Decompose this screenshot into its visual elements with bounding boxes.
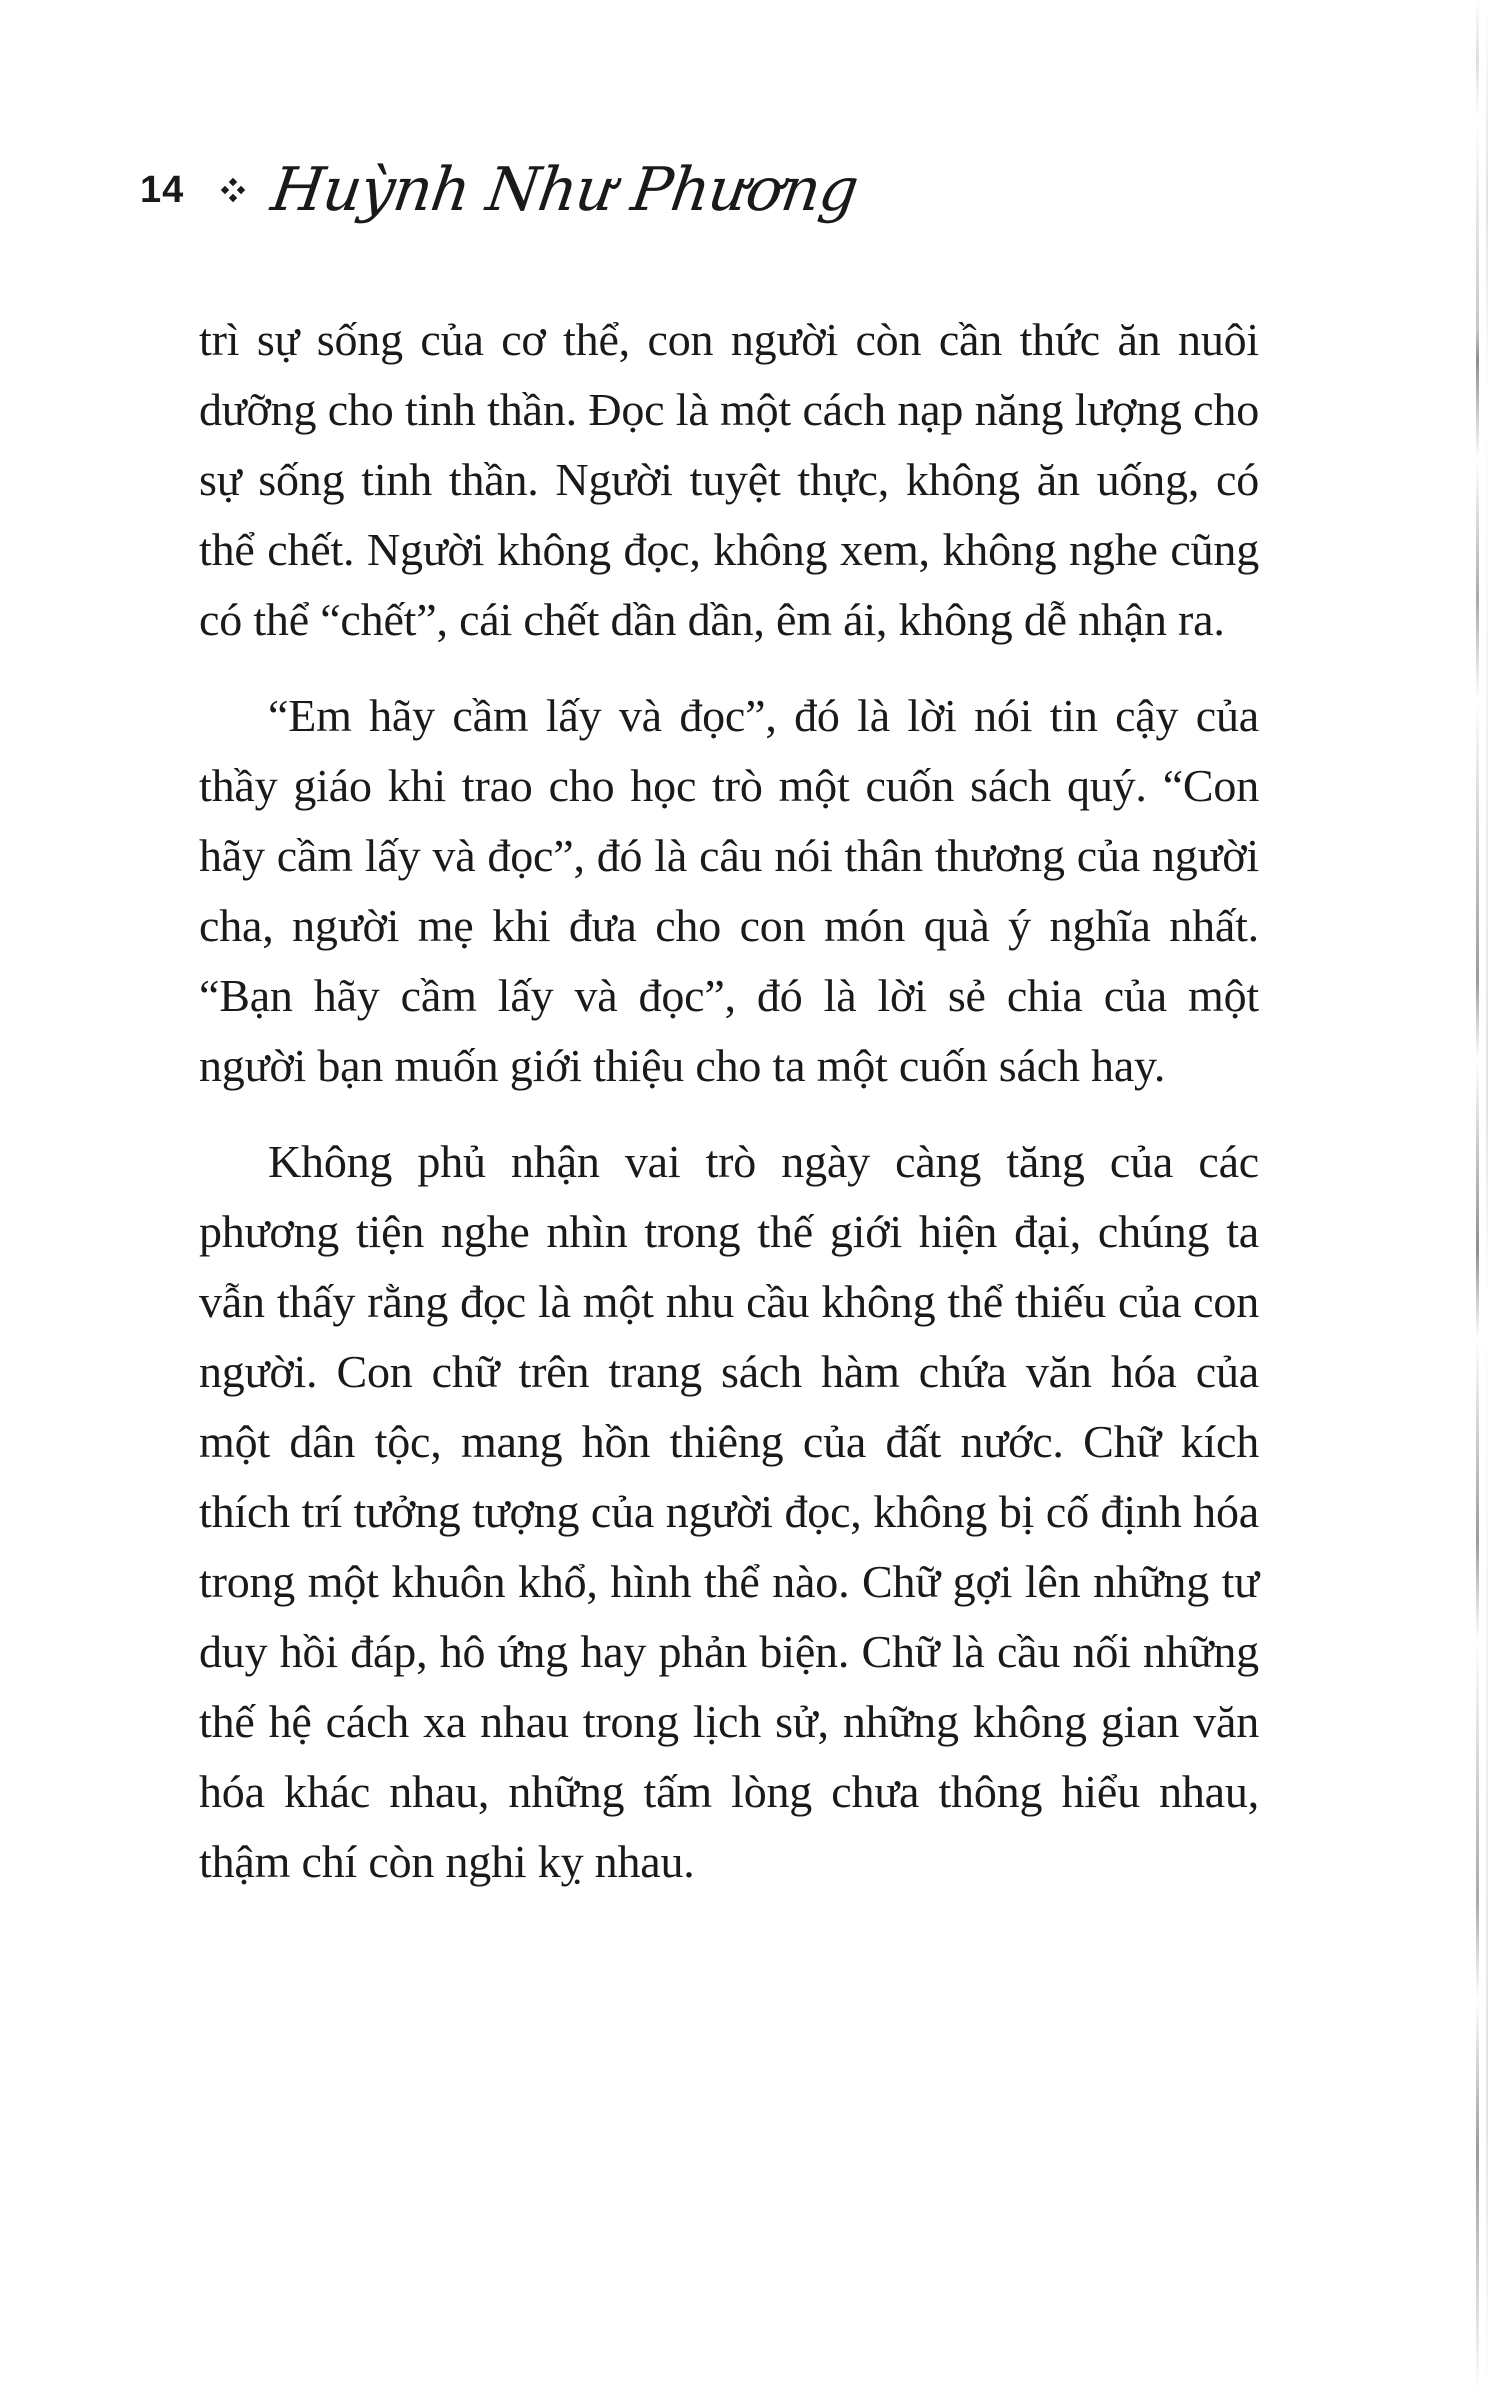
paragraph: “Em hãy cầm lấy và đọc”, đó là lời nói tin cậy của thầy giáo khi trao cho học trò một cuốn sách quý. “Con hãy cầm lấy và đọc”, đó là câu nói thân thương của người cha, người mẹ khi đưa cho con món quà ý nghĩa nhất. “Bạn hãy cầm lấy và đọc”, đó là lời sẻ chia của một người bạn muốn giới thiệu cho ta một cuốn sách hay.: [199, 690, 1259, 1091]
page-edge-mark: [1486, 0, 1488, 2392]
page-number: 14: [140, 168, 185, 211]
author-name: Huỳnh Như Phương: [267, 155, 863, 225]
page-edge-mark: [1476, 0, 1479, 2392]
diamond-cluster-icon: [220, 177, 246, 203]
paragraph: trì sự sống của cơ thể, con người còn cần thức ăn nuôi dưỡng cho tinh thần. Đọc là một cách nạp năng lượng cho sự sống tinh thần. Người tuyệt thực, không ăn uống, có thể chết. Người không đọc, không xem, không nghe cũng có thể “chết”, cái chết dần dần, êm ái, không dễ nhận ra.: [199, 314, 1259, 645]
body-text: [199, 305, 1259, 1923]
paragraph: Không phủ nhận vai trò ngày càng tăng của các phương tiện nghe nhìn trong thế giới hiện đại, chúng ta vẫn thấy rằng đọc là một nhu cầu không thể thiếu của con người. Con chữ trên trang sách hàm chứa văn hóa của một dân tộc, mang hồn thiêng của đất nước. Chữ kích thích trí tưởng tượng của người đọc, không bị cố định hóa trong một khuôn khổ, hình thể nào. Chữ gợi lên những tư duy hồi đáp, hô ứng hay phản biện. Chữ là cầu nối những thế hệ cách xa nhau trong lịch sử, những không gian văn hóa khác nhau, những tấm lòng chưa thông hiểu nhau, thậm chí còn nghi kỵ nhau.: [199, 1136, 1259, 1887]
running-header: [140, 150, 863, 230]
